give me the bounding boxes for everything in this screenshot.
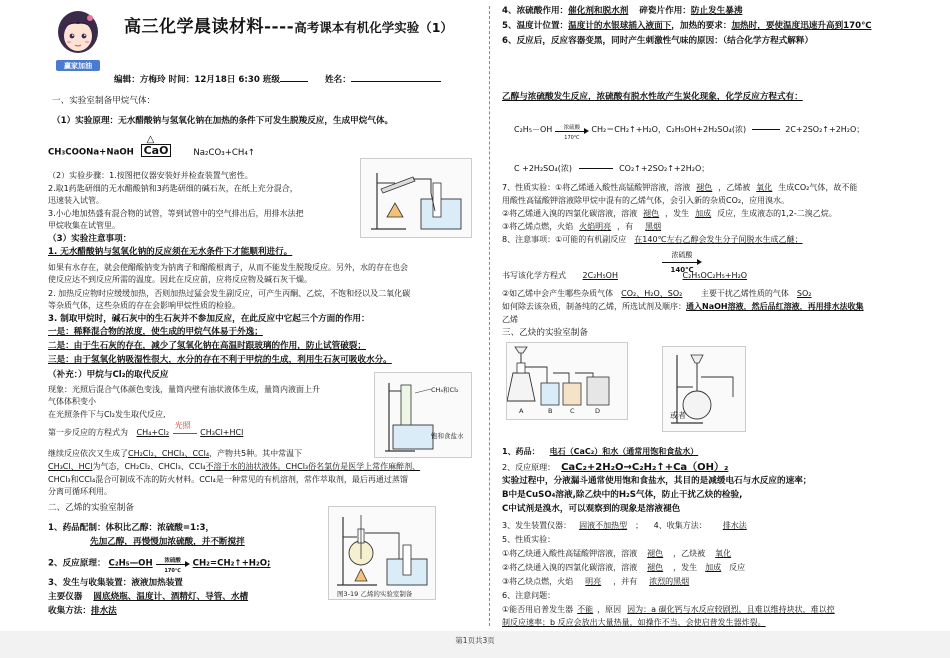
s3-2b: CaC₂+2H₂O→C₂H₂↑+Ca（OH）₂ [561, 462, 729, 473]
r8-cond2: 140℃ [670, 266, 694, 274]
page-title [124, 17, 453, 37]
s1-cont1b: CH₂Cl₂、CHCl₃、CCl₄ [128, 449, 210, 458]
s1-equation [48, 134, 256, 159]
r8-4 [502, 301, 864, 312]
s3-5-2a: ②将乙炔通入溴的四氯化碳溶液，溶液 [502, 563, 638, 572]
s3-6-1e: 制反应速率；b 反应会放出大量热量，如操作不当，会使启普发生器炸裂。 [502, 618, 766, 627]
r7a: 7、性质实验：①将乙烯通入酸性高锰酸钾溶液，溶液 [502, 183, 691, 192]
s1-cont1 [48, 448, 302, 459]
s1-eq2-arrow [172, 420, 198, 438]
section-3-title: 三、乙炔的实验室制备 [502, 328, 588, 338]
s3-5-3b: 明亮 [585, 577, 602, 586]
substitution-figure [374, 372, 472, 458]
s1-eq-arrow [137, 134, 181, 158]
r8j: 如何除去该杂质，制备纯的乙烯，所选试剂及顺序： [502, 302, 686, 311]
s1-cont2c: 不溶于水的油状液体。 [205, 462, 286, 471]
s3-5-3c: ，并有 [613, 577, 638, 586]
r8-2 [502, 270, 757, 281]
heat-triangle-icon: △ [146, 134, 155, 145]
title-sub: 高考课本有机化学实验（1） [294, 20, 453, 35]
s1-note3-1: 一是：稀释混合物的浓度，使生成的甲烷气体易于外逸； [48, 327, 263, 337]
s1-eq-right: Na₂CO₃+CH₄↑ [193, 147, 256, 158]
fig3-label-d: D [595, 407, 601, 415]
fig3-label-b: B [548, 407, 553, 415]
r8g: CO₂、H₂O、SO₂ [621, 289, 683, 298]
header-meta [114, 72, 441, 86]
r8-cond: 浓硫酸 [671, 251, 693, 259]
s1-note2b: 等杂质气体，这些杂质的存在会影响甲烷性质的检验。 [48, 301, 240, 310]
s2-reagent: 1、药品配制：体积比乙醇：浓硫酸=1:3， [48, 523, 215, 533]
section-1-title: 一、实验室制备甲烷气体： [52, 96, 156, 106]
r8-1 [502, 234, 803, 245]
s1-eq2-left: CH₄+Cl₂ [136, 428, 170, 437]
s3-5-3d: 浓烈的黑烟 [649, 577, 690, 586]
s1-note1: 1. 无水醋酸钠与氢氧化钠的反应须在无水条件下才能顺利进行。 [48, 247, 293, 257]
s1-note1b: 使反应达不到反应所需的温度。因此在反应前，应将反应物及碱石灰干燥。 [48, 275, 312, 284]
s3-1 [502, 446, 708, 457]
s2-setup: 3、发生与收集装置：液液加热装置 [48, 578, 183, 588]
s3-exp2: B中是CuSO₄溶液,除乙炔中的H₂S气体，防止干扰乙炔的检验, [502, 490, 743, 500]
r7j: 加成 [695, 209, 712, 218]
r5c: ，加热的要求： [671, 21, 732, 31]
r7-2 [502, 208, 837, 219]
avatar [52, 8, 104, 76]
r-eq1 [514, 124, 865, 141]
s3-5-3 [502, 576, 701, 587]
meta-name-label: 姓名： [325, 75, 351, 85]
s1-phen2: 气体体积变小 [48, 397, 96, 406]
s1-principle: （1）实验原理：无水醋酸钠与氢氧化钠在加热的条件下可发生脱羧反应，生成甲烷气体。 [52, 116, 394, 126]
flask-drawing-icon [329, 507, 435, 599]
methane-apparatus-figure [360, 158, 472, 238]
r-eq1-right: CH₂＝CH₂↑+H₂O，C₂H₅OH+2H₂SO₄(浓) [591, 125, 747, 134]
r4d: 防止发生暴沸 [690, 6, 743, 16]
fig1-label-gas: CH₄和Cl₂ [431, 386, 459, 394]
fig2-label: 图3-19 乙烯的实验室制备 [337, 590, 413, 598]
s1-cont1a: 继续反应依次又生成了 [48, 449, 128, 458]
s2-eq-cond2: 170℃ [164, 568, 181, 574]
r5a: 5、温度计位置： [502, 21, 569, 31]
r5b: 温度计的水银球插入液面下 [568, 21, 672, 31]
s1-note2a: 2. 加热反应物时应缓缓加热，否则加热过猛会发生副反应，可产生丙酮、乙烷，不饱和烃以及二氧化碳 [48, 289, 411, 298]
s2-reagent2: 先加乙醇，再慢慢加浓硫酸，并不断搅拌 [90, 537, 245, 547]
s3-5: 5、性质实验： [502, 535, 556, 544]
s3-3b: 固液不加热型 [579, 521, 628, 530]
r8c: 书写该化学方程式 [502, 271, 566, 280]
s2-instr: 圆底烧瓶、温度计、酒精灯、导管、水槽 [93, 592, 249, 602]
r7l: ③将乙烯点燃，火焰 [502, 222, 574, 231]
fig3-label-a: A [519, 407, 524, 415]
ethylene-apparatus-figure [328, 506, 436, 600]
avatar-text: 赢家加油 [64, 62, 92, 70]
r4c: 碎瓷片作用： [639, 6, 691, 16]
r4b: 催化剂和脱水剂 [568, 6, 629, 16]
r6: 6、反应后，反应容器变黑，同时产生刺激性气味的原因：（结合化学方程式解释） [502, 36, 814, 46]
r-eq1-left: C₂H₅－OH [514, 125, 553, 134]
s3-6-1 [502, 604, 835, 615]
s1-cont4: 分离可循环利用。 [48, 487, 112, 496]
fig1-label-water: 饱和食盐水 [431, 432, 464, 440]
s1-eq2-pre: 第一步反应的方程式为 [48, 428, 128, 437]
s1-cont2 [48, 461, 420, 472]
s1-eq-left: CH₃COONa+NaOH [48, 147, 134, 158]
title-main: 高三化学晨读材料---- [124, 17, 295, 37]
page-number: 第1页共3页 [455, 636, 495, 645]
r7-1 [502, 182, 857, 193]
s1-step2b: 迅速装入试管。 [48, 196, 104, 205]
s1-cont2b: 为气态，CH₂Cl₂、CHCl₃、CCl₄ [92, 462, 206, 471]
name-blank[interactable] [351, 72, 441, 82]
class-blank[interactable] [280, 72, 308, 82]
s2-eq-left: C₂H₅—OH [108, 558, 153, 569]
s2-eq-arrow [156, 558, 190, 574]
r7h: 褪色 [643, 209, 660, 218]
r-eq2-left: C +2H₂SO₄(浓) [514, 164, 572, 173]
r7-3 [502, 221, 673, 232]
s1-eq2-right: CH₃Cl+HCl [200, 428, 244, 437]
s3-5-2 [502, 562, 745, 573]
s3-5-1b: 褪色 [647, 549, 664, 558]
r8i: SO₂ [796, 289, 812, 298]
column-divider [489, 6, 490, 626]
s1-step3b: 甲烷收集在试管里。 [48, 221, 120, 230]
s3-5-2c: ，发生 [673, 563, 698, 572]
s3-5-2e: 反应 [729, 563, 746, 572]
s1-steps-title: （2）实验步骤：1.按图把仪器安装好并检查装置气密性。 [48, 171, 253, 180]
s1-cont2a: CH₃Cl、HCl [48, 462, 93, 471]
s3-3a: 3、发生装置仪器： [502, 521, 572, 530]
r8h: 主要干扰乙烯性质的气体 [700, 289, 789, 298]
s1-notes-title: （3）实验注意事项： [48, 234, 132, 244]
s3-5-1 [502, 548, 741, 559]
s3-4a: 4、收集方法： [653, 521, 707, 530]
s3-2 [502, 462, 734, 473]
r-eq1-arrow [555, 124, 589, 141]
s1-eq-cond: CaO [141, 144, 172, 157]
r-eq1-cond2: 170℃ [564, 134, 580, 141]
r7o: 黑烟 [645, 222, 662, 231]
s3-5-2b: 褪色 [647, 563, 664, 572]
s1-cont1c: ，产物共5种。其中常温下 [209, 449, 303, 458]
r-eq1-cond: 浓硫酸 [563, 124, 581, 131]
s2-eq-cond: 浓硫酸 [164, 558, 181, 564]
s3-3c: ； [635, 521, 644, 530]
s3-5-1c: ，乙炔被 [673, 549, 706, 558]
fig3-label-c: C [570, 407, 575, 415]
r7i: ，发生 [665, 209, 690, 218]
s1-supp: （补充：）甲烷与Cl₂的取代反应 [48, 370, 169, 380]
s3-6-1a: ①能否用启普发生器 [502, 605, 574, 614]
r8l: 乙烯 [502, 315, 518, 324]
s3-6: 6、注意问题： [502, 591, 556, 600]
s3-5-2d: 加成 [705, 563, 722, 572]
r-eq1-right2: 2C+2SO₂↑+2H₂O； [785, 125, 865, 134]
s2-instr-pre: 主要仪器 [48, 592, 83, 602]
r-eq2 [514, 163, 709, 174]
r7d: 氧化 [756, 183, 773, 192]
r8f: ②如乙烯中会产生哪些杂质气体 [502, 289, 614, 298]
s1-note3: 3. 制取甲烷时，碱石灰中的生石灰并不参加反应，在此反应中它起三个方面的作用： [48, 314, 370, 324]
s3-5-1d: 氧化 [715, 549, 732, 558]
r7e: 生成CO₂气体，故不能 [778, 183, 858, 192]
s2-equation [48, 558, 271, 574]
acetylene-apparatus-abcd [506, 342, 628, 420]
r8d: 2C₂H₅OH [582, 271, 618, 280]
s1-note3-3: 三是：由于氢氧化钠吸湿性很大，水分的存在不利于甲烷的生成，利用生石灰可吸收水分。 [48, 355, 392, 365]
r8a: 8、注意事项：①可能的有机副反应 [502, 235, 627, 244]
r4 [502, 6, 742, 17]
s2-collect [48, 606, 117, 617]
s1-eq2 [48, 420, 244, 438]
s1-cont3: CHCl₃和CCl₄混合可制成不冻的防火材料。CCl₄是一种常见的有机溶剂，常作萃取剂，最后再通过蒸馏 [48, 475, 408, 484]
s3-5-1a: ①将乙炔通入酸性高锰酸钾溶液，溶液 [502, 549, 638, 558]
s3-exp3: C中试剂是溴水，可以观察到的现象是溶液褪色 [502, 504, 681, 514]
fig-or: 或者 [670, 411, 686, 420]
gas-train-drawing-icon [507, 343, 627, 419]
r-explain: 乙醇与浓硫酸发生反应，浓硫酸有脱水性故产生炭化现象，化学反应方程式有： [502, 92, 803, 102]
r7c: ，乙烯被 [718, 183, 751, 192]
r8b: 在140℃左右乙醇会发生分子间脱水生成乙醚； [634, 235, 803, 244]
s3-4b: 排水法 [722, 521, 747, 530]
s1-step3a: 3.小心地加热盛有混合物的试管，等到试管中的空气排出后，用排水法把 [48, 209, 304, 218]
r7n: ，有 [617, 222, 634, 231]
s1-eq2-cond: 光照 [174, 420, 191, 430]
s2-eq-right: CH₂=CH₂↑+H₂O; [192, 558, 271, 569]
r5d: 加热时，要使温度迅速升高到170℃ [731, 21, 872, 31]
meta-text: 编辑：方梅玲 时间：12月18日 6:30 班级 [114, 75, 280, 85]
r7f: 用酸性高锰酸钾溶液除甲烷中混有的乙烯气体，会引入新的杂质CO₂，应用溴水。 [502, 196, 790, 205]
r8-3 [502, 288, 820, 299]
r5 [502, 21, 872, 32]
r7m: 火焰明亮 [579, 222, 612, 231]
s1-note1a: 如果有水存在，就会使醋酸钠变为钠离子和醋酸根离子，从而不能发生脱羧反应。另外，水的存在也会 [48, 263, 408, 272]
r7b: 褪色 [696, 183, 713, 192]
r7k: 反应，生成液态的1,2-二溴乙烷。 [717, 209, 837, 218]
s3-3 [502, 520, 763, 531]
s3-6-1d: 因为：a 碳化钙与水反应较剧烈，且难以维持块状，难以控 [627, 605, 835, 614]
s1-phen1: 现象：光照后混合气体颜色变浅，量筒内壁有油状液体生成，量筒内液面上升 [48, 385, 320, 394]
s1-step2a: 2.取1药匙研细的无水醋酸钠和3药匙研细的碱石灰，在纸上充分混合， [48, 184, 298, 193]
s3-1a: 1、药品： [502, 447, 540, 456]
s3-5-3a: ③将乙炔点燃，火焰 [502, 577, 574, 586]
r8e: C₂H₅OC₂H₅+H₂O [682, 271, 748, 280]
right-column [502, 6, 914, 626]
s2-collect: 排水法 [90, 606, 117, 616]
r4a: 4、浓硫酸作用： [502, 6, 569, 16]
s2-instruments [48, 592, 248, 603]
s1-phen3: 在光照条件下与Cl₂发生取代反应, [48, 410, 166, 419]
s3-6-1b: 不能 [577, 605, 594, 614]
s3-2a: 2、反应原理： [502, 463, 556, 472]
s1-cont2d: CHCl₃俗名氯仿是医学上常作麻醉剂、 [285, 462, 421, 471]
s2-collect-pre: 收集方法： [48, 606, 91, 616]
section-2-title: 二、乙烯的实验室制备 [48, 503, 134, 513]
s3-1b: 电石（CaC₂）和水（通常用饱和食盐水） [549, 447, 699, 456]
r-eq2-right: CO₂↑+2SO₂↑+2H₂O； [619, 164, 710, 173]
left-column [44, 6, 476, 626]
s1-note3-2: 二是：由于生石灰的存在，减少了氢氧化钠在高温时跟玻璃的作用，防止试管破裂； [48, 341, 366, 351]
r8k: 通入NaOH溶液，然后品红溶液，再用排水法收集 [686, 302, 864, 311]
s2-eq-pre: 2、反应原理： [48, 558, 106, 569]
s3-6-1c: ，原因 [597, 605, 622, 614]
s3-exp1: 实验过程中，分液漏斗通常使用饱和食盐水，其目的是减缓电石与水反应的速率； [502, 476, 812, 486]
apparatus-drawing-icon [361, 159, 471, 237]
r7g: ②将乙烯通入溴的四氯化碳溶液，溶液 [502, 209, 638, 218]
